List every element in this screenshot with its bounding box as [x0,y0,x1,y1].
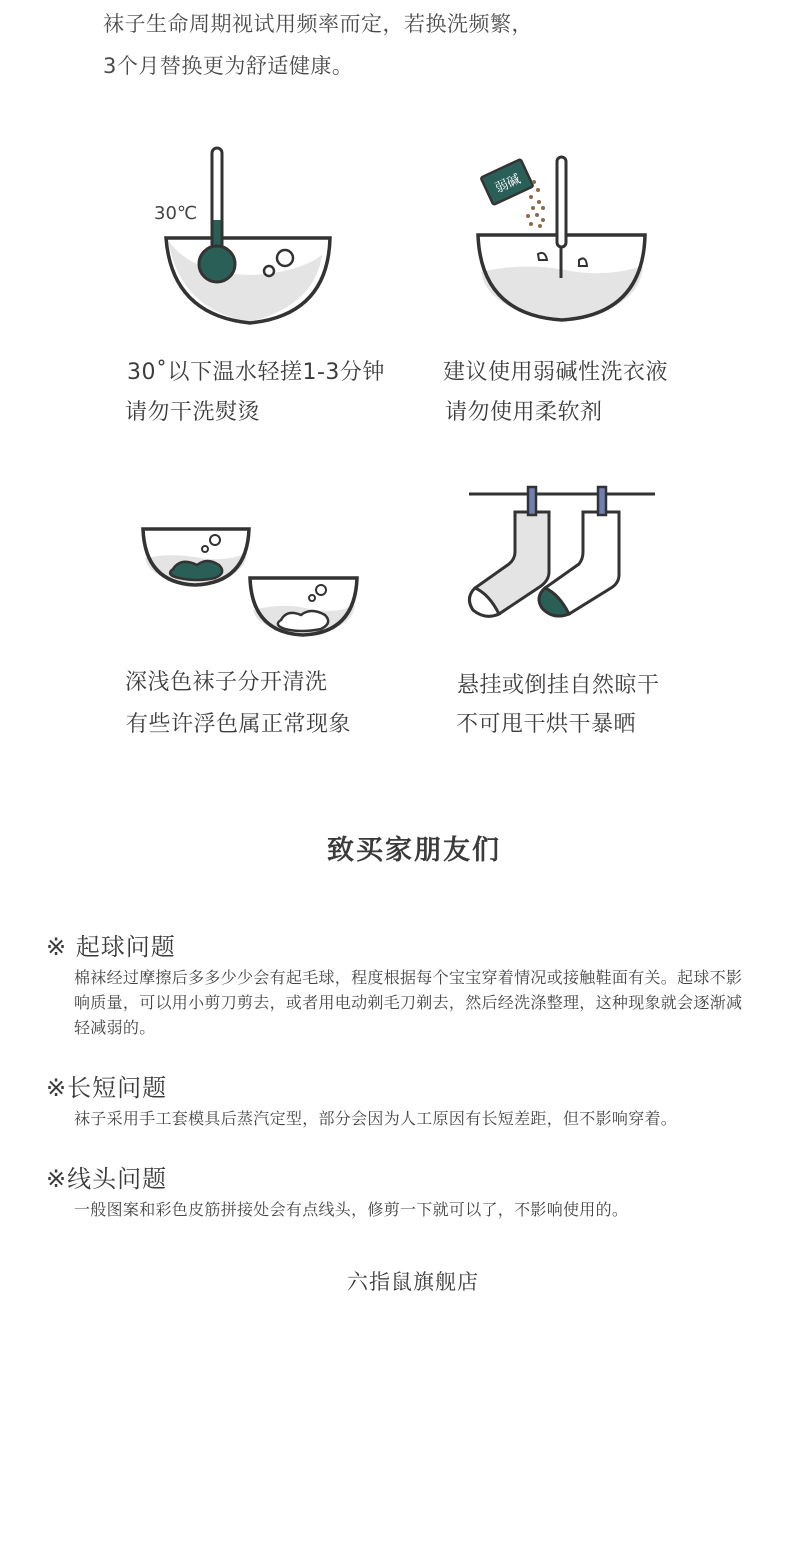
detergent-line-1: 建议使用弱碱性洗衣液 [443,360,669,385]
qa-body-threads: 一般图案和彩色皮筋拼接处会有点线头，修剪一下就可以了，不影响使用的。 [74,1200,629,1219]
qa-body-length: 袜子采用手工套模具后蒸汽定型，部分会因为人工原因有长短差距，但不影响穿着。 [74,1109,678,1128]
separate-line-2: 有些许浮色属正常现象 [126,712,352,737]
dry-line-2: 不可甩干烘干暴晒 [456,712,637,737]
hanging-socks-icon [465,480,660,625]
qa-heading-length: ※长短问题 [46,1074,168,1102]
detergent-line-2: 请勿使用柔软剂 [445,400,603,425]
separate-wash-bowls-icon [135,525,365,640]
wash-temp-line-2: 请勿干洗熨烫 [125,400,261,425]
thermometer-bowl-icon [150,145,340,330]
section-title: 致买家朋友们 [327,835,501,866]
dry-line-1: 悬挂或倒挂自然晾干 [457,673,660,698]
detergent-bowl-icon [465,150,660,330]
wash-temp-line-1: 30˚以下温水轻搓1-3分钟 [127,360,385,385]
intro-line-1: 袜子生命周期视试用频率而定，若换洗频繁， [103,12,533,36]
qa-heading-pilling: ※ 起球问题 [46,933,176,961]
intro-line-2: 3个月替换更为舒适健康。 [103,54,354,78]
qa-body-pilling: 棉袜经过摩擦后多多少少会有起毛球，程度根据每个宝宝穿着情况或接触鞋面有关。起球不影响质量，可以用小剪刀剪去，或者用电动剃毛刀剃去，然后经洗涤整理，这种现象就会逐渐减轻减弱的。 [74,968,743,1037]
alkaline-label: 弱碱 [493,171,524,197]
separate-line-1: 深浅色袜子分开清洗 [125,670,328,695]
qa-heading-threads: ※线头问题 [46,1165,168,1193]
temperature-label: 30℃ [154,203,198,224]
store-name: 六指鼠旗舰店 [347,1270,479,1294]
